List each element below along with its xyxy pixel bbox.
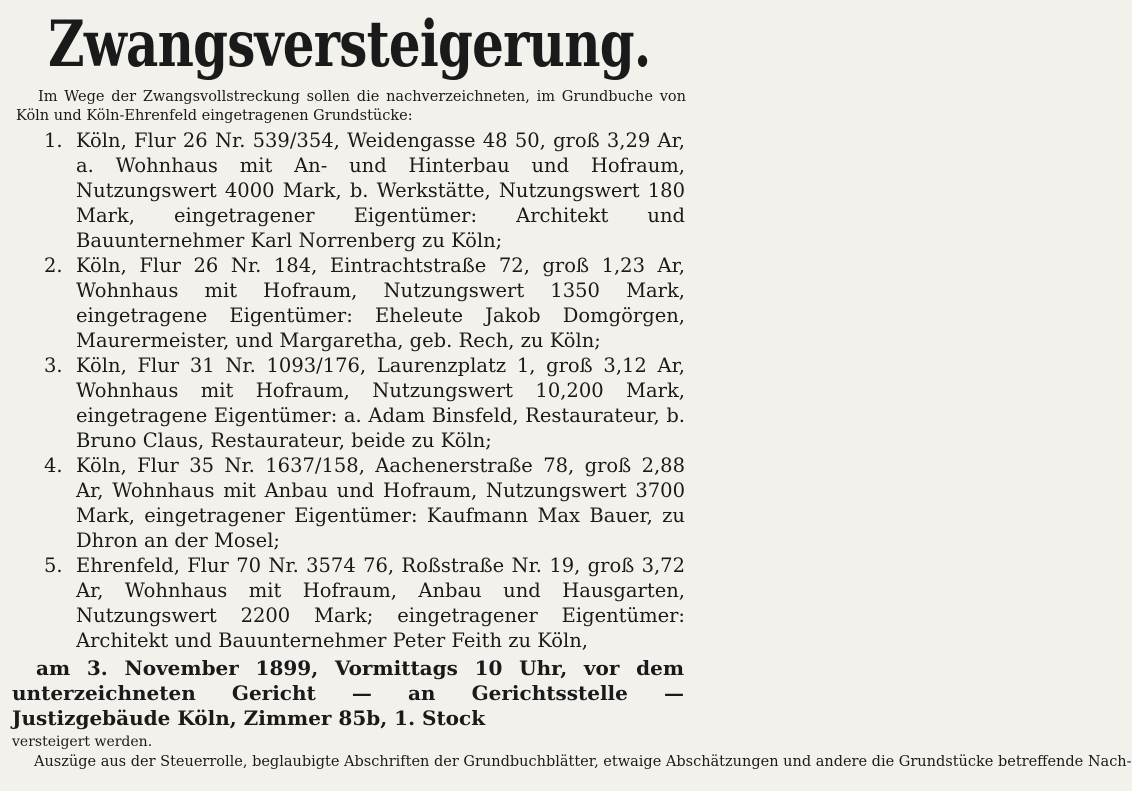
versteigert-line: versteigert werden. [12,734,153,750]
item-text: Ehrenfeld, Flur 70 Nr. 3574 76, Roßstraße Nr. 19, groß 3,72 Ar, Wohnhaus mit Hofraum, Anbau und Hausgarten, Nutzungswert 2200 Mark; eingetragener Eigentümer: Architekt und Bauunternehmer Peter Feith zu Köln, [76,554,685,652]
item-number: 3. [44,354,63,377]
list-item [0,253,699,353]
list-item [0,553,699,653]
item-number: 4. [44,454,63,477]
item-number: 5. [44,554,63,577]
tail-paragraph: Auszüge aus der Steuerrolle, beglaubigte Abschriften der Grundbuchblätter, etwaige Abschätzungen und andere die Grundstücke betreffende Nach- [34,754,1132,770]
list-item [0,353,699,453]
intro-paragraph: Im Wege der Zwangsvollstreckung sollen die nachverzeichneten, im Grundbuche von Köln und Köln-Ehrenfeld eingetragenen Grundstücke: [16,89,686,124]
item-text: Köln, Flur 26 Nr. 184, Eintrachtstraße 72, groß 1,23 Ar, Wohnhaus mit Hofraum, Nutzungswert 1350 Mark, eingetragene Eigentümer: Eheleute Jakob Domgörgen, Maurermeister, und Margaretha, geb. Rech, zu Köln; [76,254,685,352]
item-number: 1. [44,129,63,152]
list-item [0,453,699,553]
list-item [0,128,699,253]
item-text: Köln, Flur 35 Nr. 1637/158, Aachenerstraße 78, groß 2,88 Ar, Wohnhaus mit Anbau und Hofraum, Nutzungswert 3700 Mark, eingetragener Eigentümer: Kaufmann Max Bauer, zu Dhron an der Mosel; [76,454,685,552]
notice-title: Zwangsversteigerung. [48,7,651,82]
auction-date-paragraph: am 3. November 1899, Vormittags 10 Uhr, vor dem unterzeichneten Gericht — an Gerichtsstelle — Justizgebäude Köln, Zimmer 85b, 1. Stock [12,656,684,730]
item-text: Köln, Flur 26 Nr. 539/354, Weidengasse 48 50, groß 3,29 Ar, a. Wohnhaus mit An- und Hinterbau und Hofraum, Nutzungswert 4000 Mark, b. Werkstätte, Nutzungswert 180 Mark, eingetragener Eigentümer: Architekt und Bauunternehmer Karl Norrenberg zu Köln; [76,129,685,252]
property-list [0,128,699,653]
item-text: Köln, Flur 31 Nr. 1093/176, Laurenzplatz 1, groß 3,12 Ar, Wohnhaus mit Hofraum, Nutzungswert 10,200 Mark, eingetragene Eigentümer: a. Adam Binsfeld, Restaurateur, b. Bruno Claus, Restaurateur, beide zu Köln; [76,354,685,452]
item-number: 2. [44,254,63,277]
